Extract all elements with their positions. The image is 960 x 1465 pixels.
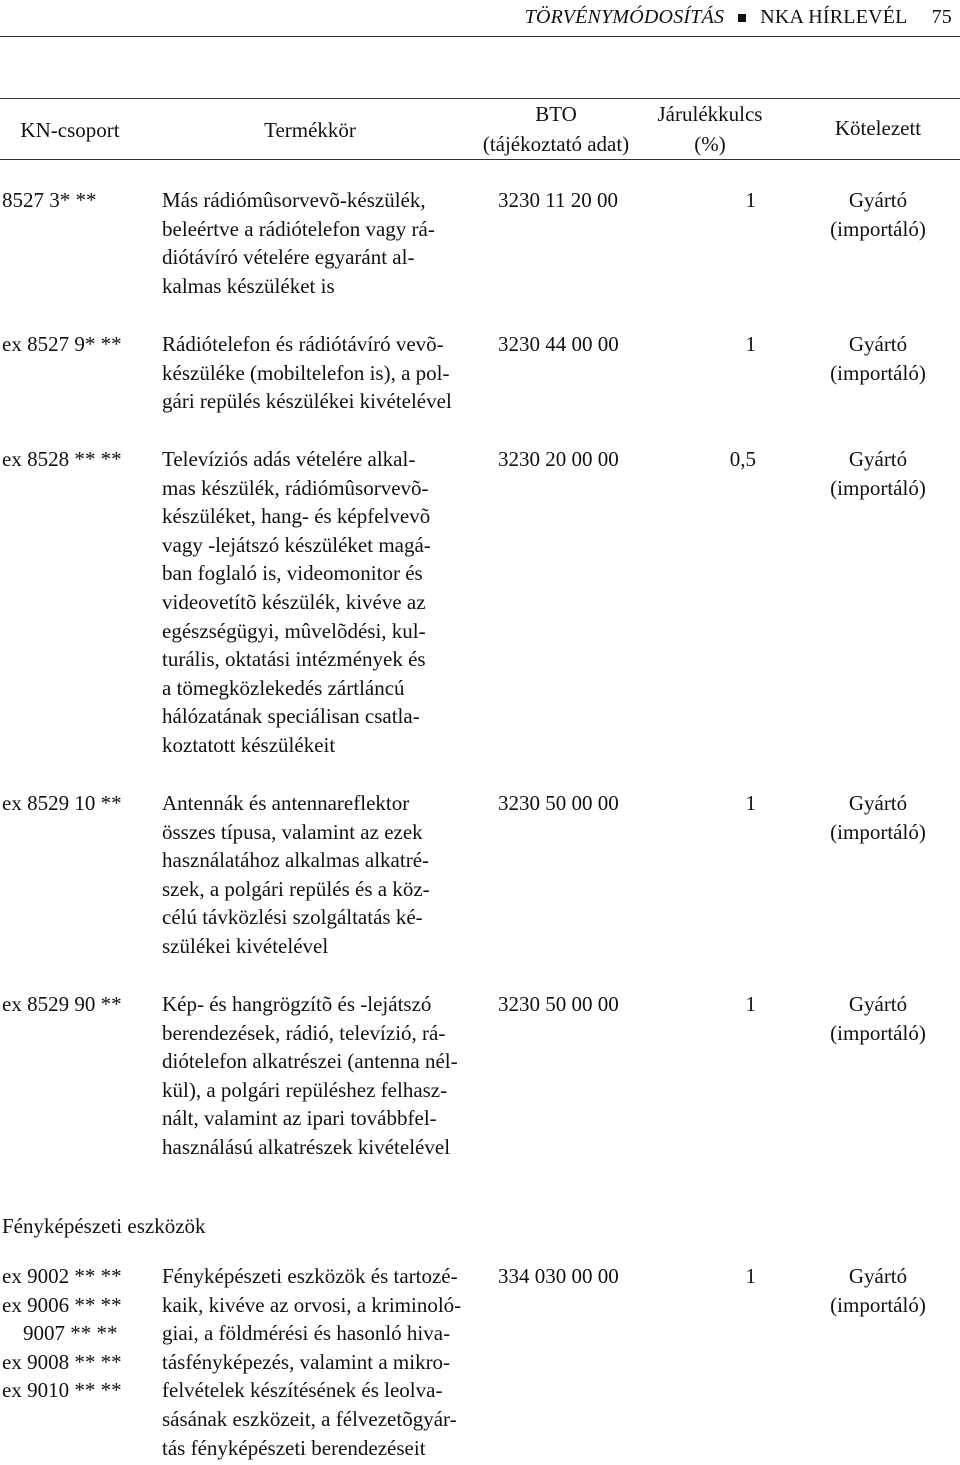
product-description: Antennák és antennareflektor összes típusa, valamint az ezek használatához alkalmas alkatré- szek, a polgári repülés és a köz- célú távközlési szolgáltatás ké- szülékei kivételével xyxy=(162,791,430,958)
bto-code: 3230 50 00 00 xyxy=(498,992,619,1016)
rate-value: 1 xyxy=(745,1264,756,1288)
obligated-line1: Gyártó xyxy=(848,332,908,356)
obligated-line1: Gyártó xyxy=(848,992,908,1016)
obligated-line2: (importáló) xyxy=(830,1292,926,1317)
page-header xyxy=(0,0,960,37)
kn-code: 8527 3* ** xyxy=(2,188,97,212)
obligated-party xyxy=(800,330,956,387)
header-bto xyxy=(470,99,642,159)
header-obligated: Kötelezett xyxy=(834,116,922,140)
kn-code: ex 9002 ** ** ex 9006 ** ** 9007 ** ** ex 9008 ** ** ex 9010 ** ** xyxy=(2,1264,122,1403)
kn-code: ex 8528 ** ** xyxy=(2,447,122,471)
obligated-line2: (importáló) xyxy=(830,216,926,241)
obligated-line1: Gyártó xyxy=(848,1264,908,1288)
obligated-line2: (importáló) xyxy=(830,1020,926,1045)
product-description: Fényképészeti eszközök és tartozé- kaik, kivéve az orvosi, a kriminoló- giai, a földmérési és hasonló hiva- tásfényképezés, valamint a mikro- felvételek készítésének és leolva- sásának eszközeit, a félvezetõgyár- tás fényképészeti berendezéseit xyxy=(162,1264,462,1460)
header-bto-line2: (tájékoztató adat) xyxy=(482,132,630,156)
obligated-line2: (importáló) xyxy=(830,819,926,844)
header-kn-group: KN-csoport xyxy=(20,118,120,142)
obligated-party xyxy=(800,445,956,502)
obligated-line1: Gyártó xyxy=(848,188,908,212)
publication-name: NKA HÍRLEVÉL xyxy=(760,6,908,28)
obligated-party xyxy=(800,1262,956,1319)
product-description: Televíziós adás vételére alkal- mas készülék, rádiómûsorvevõ- készüléket, hang- és képfelvevõ vagy -lejátszó készüléket magá- ban foglaló is, videomonitor és videovetítõ készülék, kivéve az egészségügyi, mûvelõdési, kul- turális, oktatási intézmények és a tömegközlekedés zártláncú hálózatának speciálisan csatla- koztatott készülékeit xyxy=(162,447,431,757)
square-bullet-icon xyxy=(738,14,746,22)
product-description: Rádiótelefon és rádiótávíró vevõ- készüléke (mobiltelefon is), a pol- gári repülés készülékei kivételével xyxy=(162,332,452,414)
bto-code: 3230 11 20 00 xyxy=(498,188,618,212)
obligated-party xyxy=(800,990,956,1047)
rate-value: 1 xyxy=(745,791,756,815)
rate-value: 1 xyxy=(745,332,756,356)
rate-value: 1 xyxy=(745,188,756,212)
kn-code: ex 8527 9* ** xyxy=(2,332,122,356)
page-number: 75 xyxy=(931,6,952,28)
running-header xyxy=(525,6,952,29)
product-description: Más rádiómûsorvevõ-készülék, beleértve a rádiótelefon vagy rá- diótávíró vételére egyaránt al- kalmas készüléket is xyxy=(162,188,435,298)
section-title: Fényképészeti eszközök xyxy=(2,1214,206,1238)
obligated-party xyxy=(800,186,956,243)
header-bto-line1: BTO xyxy=(535,102,577,126)
header-rate-line2: (%) xyxy=(694,132,726,156)
rate-value: 0,5 xyxy=(729,447,756,471)
bto-code: 3230 50 00 00 xyxy=(498,791,619,815)
header-product-scope: Termékkör xyxy=(264,118,356,142)
obligated-party xyxy=(800,789,956,846)
kn-code: ex 8529 90 ** xyxy=(2,992,122,1016)
table-header xyxy=(0,98,960,160)
product-description: Kép- és hangrögzítõ és -lejátszó berendezések, rádió, televízió, rá- diótelefon alkatrészei (antenna nél- kül), a polgári repüléshez felhasz- nált, valamint az ipari továbbfel- használású alkatrészek kivételével xyxy=(162,992,458,1159)
obligated-line1: Gyártó xyxy=(848,447,908,471)
obligated-line2: (importáló) xyxy=(830,475,926,500)
bto-code: 334 030 00 00 xyxy=(498,1264,619,1288)
header-rate xyxy=(648,99,772,159)
bto-code: 3230 20 00 00 xyxy=(498,447,619,471)
rate-value: 1 xyxy=(745,992,756,1016)
obligated-line2: (importáló) xyxy=(830,360,926,385)
header-rate-line1: Járulékkulcs xyxy=(657,102,763,126)
obligated-line1: Gyártó xyxy=(848,791,908,815)
kn-code: ex 8529 10 ** xyxy=(2,791,122,815)
bto-code: 3230 44 00 00 xyxy=(498,332,619,356)
section-name: TÖRVÉNYMÓDOSÍTÁS xyxy=(524,6,725,28)
